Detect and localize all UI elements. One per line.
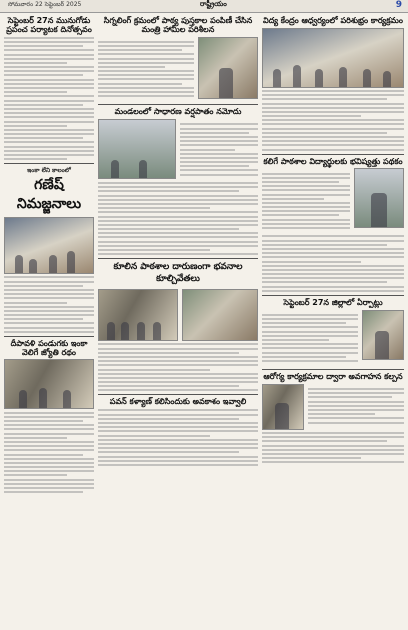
photo-building	[182, 289, 258, 341]
article-cleanliness-body	[262, 90, 404, 151]
kicker-ganesh: ఇంకా లేని కాలంలో	[27, 167, 71, 175]
headline-school-collapse: కూలిన పాఠశాల దారుణంగా భవనాల కూల్చివేతలు	[113, 262, 243, 285]
photo-portrait	[354, 168, 404, 228]
article-ganesh-body	[4, 276, 94, 332]
photo-event	[4, 359, 94, 409]
article-students-body	[262, 235, 404, 291]
photo-school	[98, 289, 178, 341]
headline-tourism-day: సెప్టెంబర్ 27న మునుగోడు ప్రపంచ పర్యాటక దినోత్సవం	[6, 16, 92, 34]
article-rainfall-body	[98, 182, 258, 255]
headline-district: సెప్టెంబర్ 27న జిల్లాలో ఏర్పాట్లు	[283, 297, 383, 307]
photo-ganesh-immersion	[4, 217, 94, 274]
photo-fields	[98, 119, 176, 179]
photo-cleanliness	[262, 28, 404, 88]
article-tourism-body	[4, 37, 94, 160]
health-block	[262, 384, 404, 430]
students-block	[262, 168, 404, 233]
headline-textbooks: సిగ్నలింగ్ క్రమంలో పాఠ్య పుస్తకాల పంపిణీ చేసిన మంత్రి హామీల పరిశీలన	[103, 16, 253, 34]
rainfall-block	[98, 119, 258, 180]
headline-cleanliness: విద్య కేంద్రం ఆధ్వర్యంలో పరిశుభ్రం కార్యక్రమం	[263, 16, 403, 25]
textbooks-block	[98, 37, 258, 102]
article-school-body	[98, 343, 258, 391]
headline-pawan: పవన్ కళ్యాణ్ కలిసిందుకు అవకాశం ఇవ్వాలి	[109, 397, 247, 407]
headline-rainfall: మండలంలో సాధారణ వర్షపాతం నమోదు	[114, 107, 242, 117]
column-2	[98, 15, 258, 468]
photo-health	[262, 384, 304, 430]
school-block	[98, 289, 258, 341]
district-block	[262, 310, 404, 366]
article-deepavali-body	[4, 412, 94, 494]
headline-deepavali: దీపావళి పండుగకు ఇంకా వెలిగే జ్యోతి రథం	[10, 338, 88, 357]
headline-students: కలిగే పాఠశాల విద్యార్థులకు భవిష్యత్తు పథకం	[263, 156, 403, 166]
masthead	[0, 0, 408, 13]
article-health-body	[262, 432, 404, 463]
photo-minister	[198, 37, 258, 99]
page-number: 9	[395, 0, 402, 10]
headline-health: ఆరోగ్య కార్యక్రమాల ద్వారా అవగాహన కల్పన	[263, 372, 403, 382]
article-pawan-body	[98, 409, 258, 465]
headline-ganesh: గణేష్ నిమజ్జనాలు	[16, 177, 82, 213]
photo-official	[362, 310, 404, 360]
masthead-section: రాష్ట్రీయం	[200, 0, 227, 8]
column-3	[262, 15, 404, 466]
masthead-date: సోమవారం 22 సెప్టెంబర్ 2025	[8, 1, 82, 8]
column-1	[4, 15, 94, 495]
